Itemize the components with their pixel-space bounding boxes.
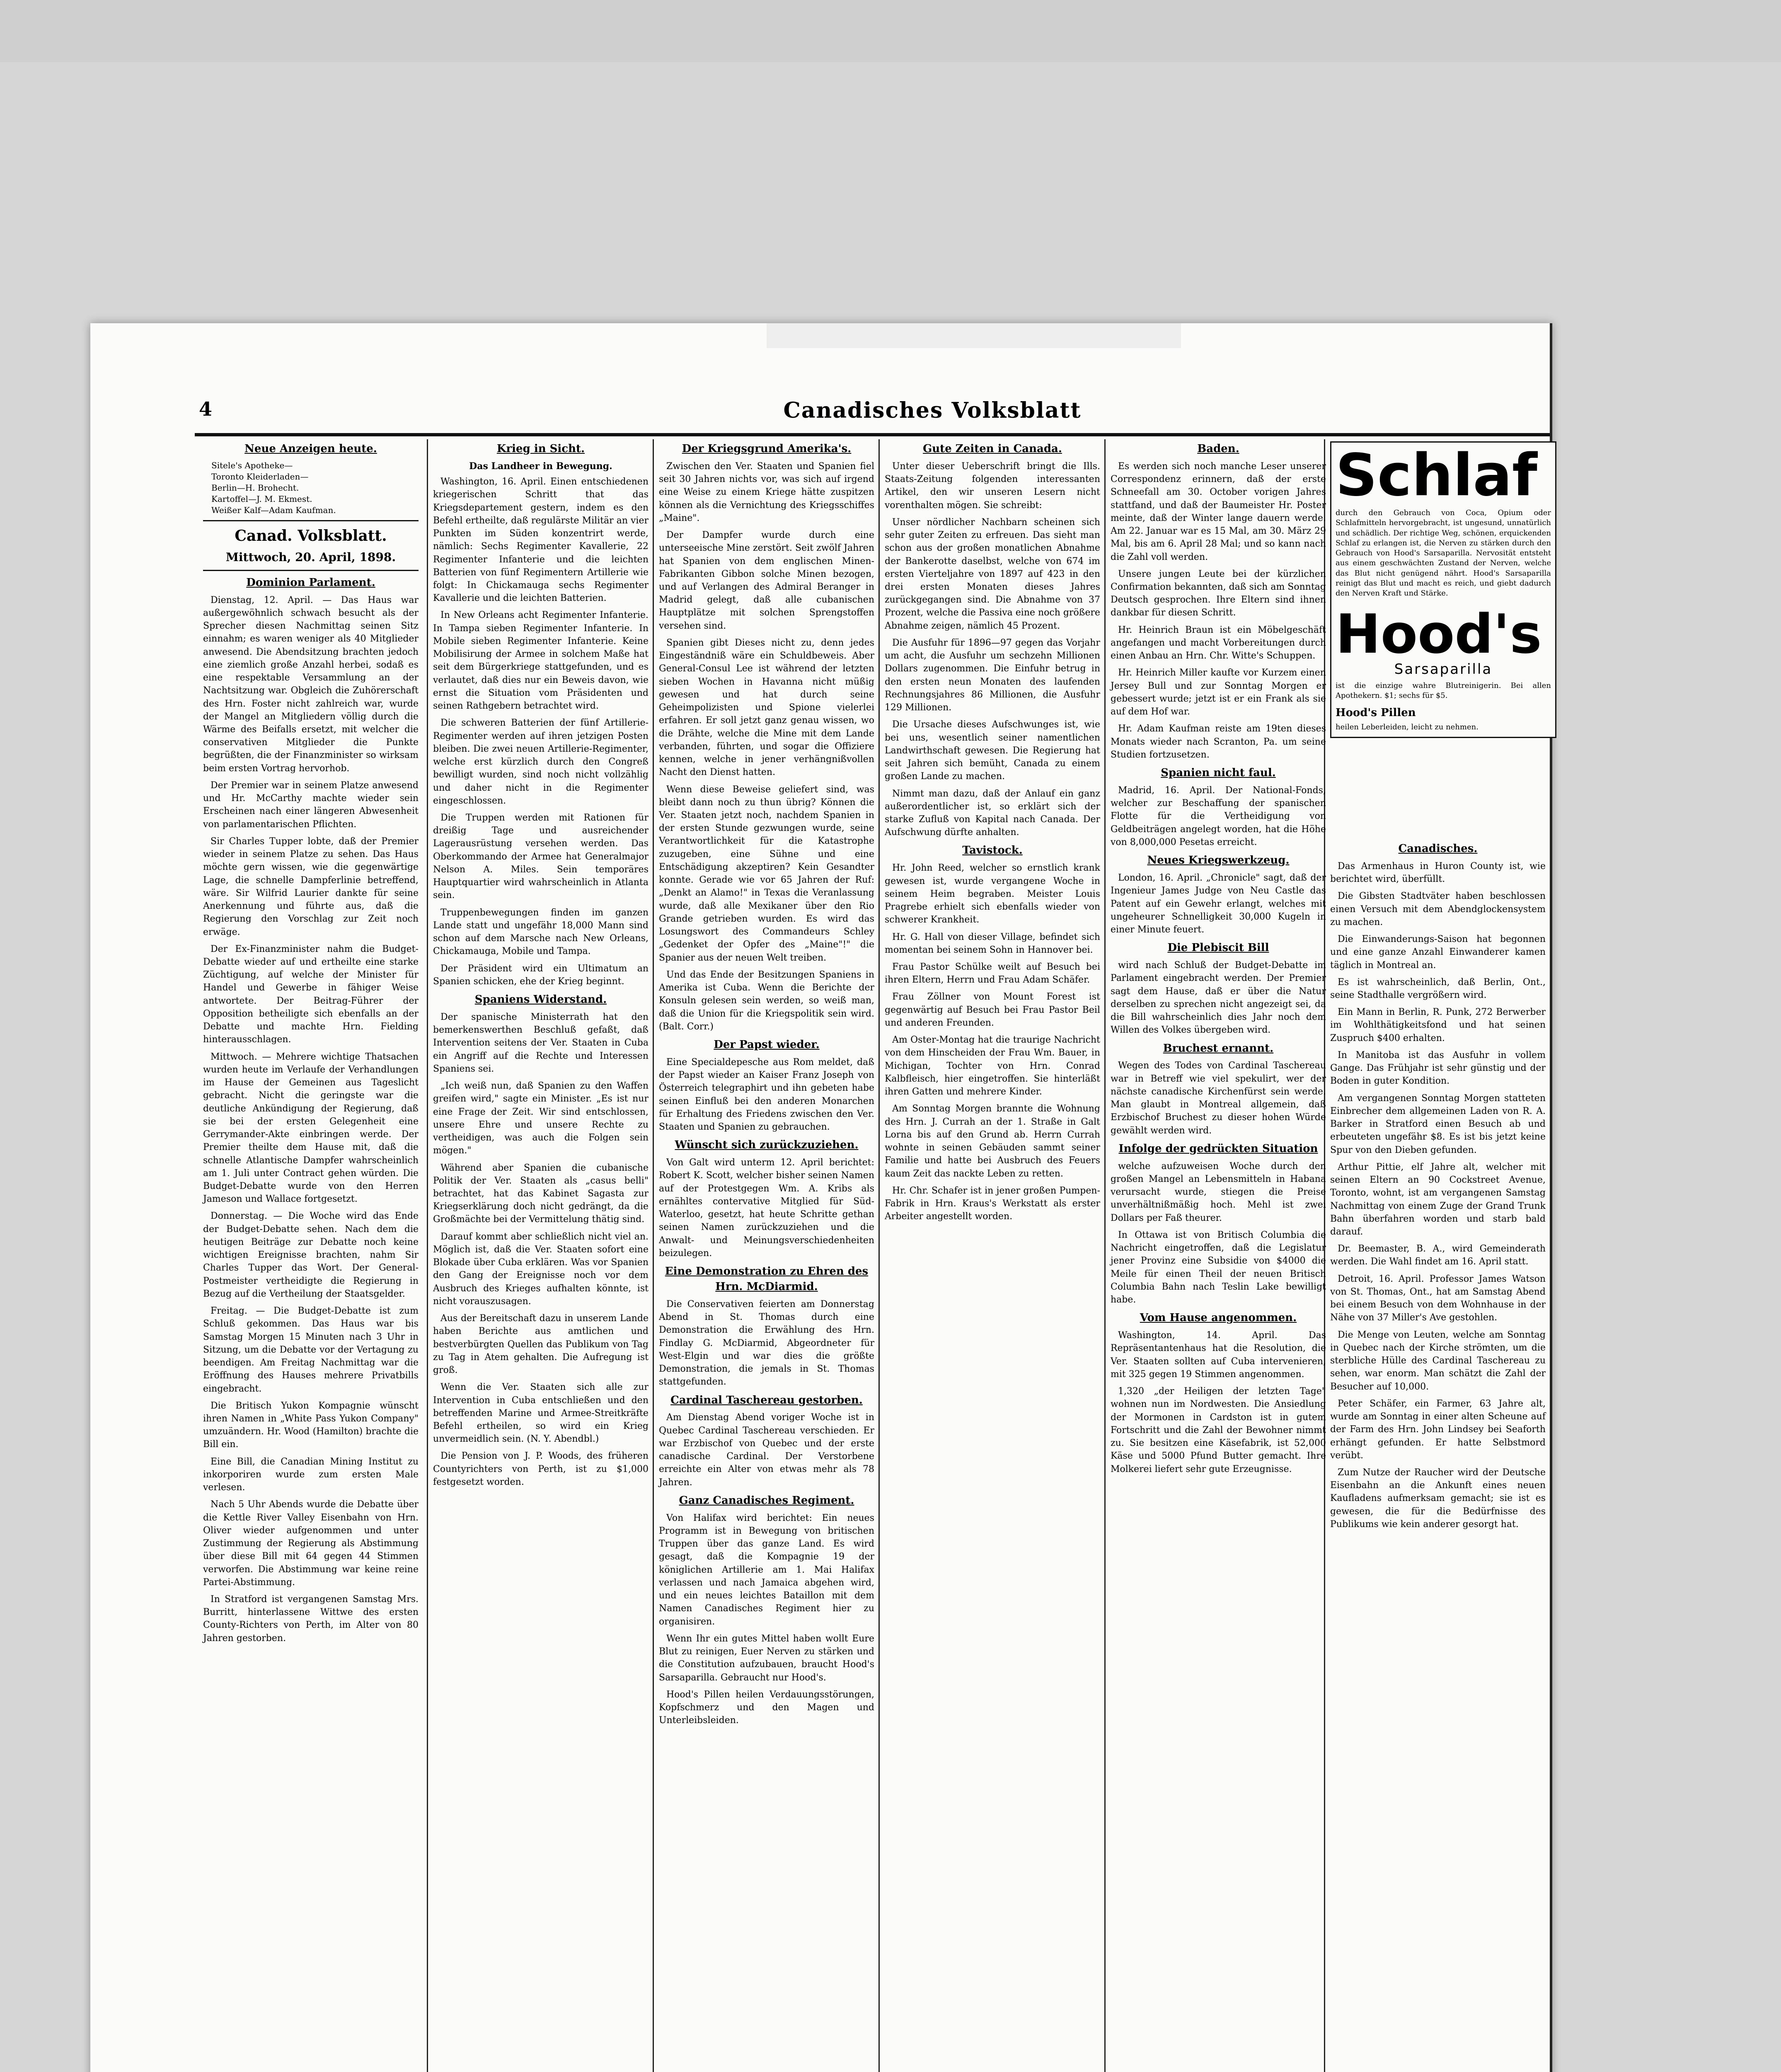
paragraph: Detroit, 16. April. Professor James Watson von St. Thomas, Ont., hat am Samstag Abend bei einem Besuch von dem Wohnhause in der Nähe von 37 Miller's Ave gestohlen. — [1330, 1273, 1546, 1323]
article-heading: Vom Hause angenommen. — [1140, 1312, 1297, 1324]
list-item: Kartoffel—J. M. Ekmest. — [211, 494, 312, 504]
paragraph: Und das Ende der Besitzungen Spaniens in Amerika ist Cuba. Wenn die Berichte der Konsuln gelesen sein werden, so weiß man, daß die Union für die Kriegspolitik sein wird. (Balt. Corr.) — [659, 969, 874, 1032]
paragraph: Wegen des Todes von Cardinal Taschereau war in Betreff wie viel spekulirt, wer der nächste canadische Kirchenfürst sein werde. Man glaubt in Montreal allgemein, daß Erzbischof Bruchest zu dieser hohen Würde gewählt werden wird. — [1111, 1060, 1326, 1136]
article-heading: Spanien nicht faul. — [1161, 767, 1276, 779]
article-heading: Krieg in Sicht. — [496, 443, 585, 455]
paragraph: Washington, 16. April. Einen entschiedenen kriegerischen Schritt that das Kriegsdepartement gestern, indem es den Befehl ertheilte, daß regulärste Militär an vier Punkten im Süden konzentrirt werde, nämlich: Sechs Regimenter Kavallerie, 22 Regimenter Infanterie und die leichten Batterien von fünf Regimentern Artillerie wie folgt: In Chickamauga sechs Regimenter Kavallerie und die leichten Batterien. — [433, 477, 649, 604]
paragraph: Es werden sich noch manche Leser unserer Correspondenz erinnern, daß der erste Schneefall am 30. October vorigen Jahres stattfand, und daß der Baumeister Hr. Poster meinte, daß der Winter lange dauern werde. Am 22. Januar war es 15 Mal, am 30. März 29 Mal, bis am 6. April 28 Mal; und so kann nach die Zahl voll werden. — [1111, 461, 1326, 562]
paper-name: Canad. Volksblatt. — [235, 527, 387, 545]
divider — [203, 570, 419, 571]
paragraph: Wenn die Ver. Staaten sich alle zur Intervention in Cuba entschließen und den betreffenden Marine und Armee-Streitkräfte Befehl ertheilen, so wird ein Krieg unvermeidlich sein. (N. Y. Abendbl.) — [433, 1382, 649, 1445]
paragraph: Wenn diese Beweise geliefert sind, was bleibt dann noch zu thun übrig? Können die Ver. Staaten jetzt noch, nachdem Spanien in der ersten Stunde gezwungen wurde, seine Verantwortlichkeit für die Katastrophe zuzugeben, eine Sühne und eine Entschädigung akzeptiren? Kein Gesandter konnte. Gerade wie vor 65 Jahren der Ruf: „Denkt an Alamo!" in Texas die Veranlassung wurde, daß alle Mexikaner über den Rio Grande getrieben wurden. Es wird das Losungswort des Commandeurs Schley „Gedenket der Opfer des „Maine"!" die Spanier aus der neuen Welt treiben. — [659, 784, 874, 963]
article-subheading: Das Landheer in Bewegung. — [469, 460, 612, 472]
paragraph: Die Gibsten Stadtväter haben beschlossen einen Versuch mit dem Abendglockensystem zu machen. — [1330, 891, 1546, 927]
paragraph: Die Ursache dieses Aufschwunges ist, wie bei uns, wesentlich seiner namentlichen Landwirthschaft gewesen. Die Regierung hat seit Jahren sich bemüht, Canada zu einem großen Lande zu machen. — [885, 719, 1100, 782]
article-heading: Infolge der gedrückten Situation — [1118, 1142, 1318, 1155]
article-heading: Gute Zeiten in Canada. — [923, 443, 1062, 455]
paragraph: 1,320 „der Heiligen der letzten Tage" wohnen nun im Nordwesten. Die Ansiedlung der Mormonen in Cardston ist in gutem Fortschritt und die Zahl der Bewohner nimmt zu. Sie besitzen eine Käsefabrik, ist 52,000 Käse und 5000 Pfund Butter gemacht. Ihre Molkerei liefert sehr gute Erzeugnisse. — [1111, 1386, 1326, 1474]
masthead-title: Canadisches Volksblatt — [783, 398, 1082, 423]
paragraph: Unter dieser Ueberschrift bringt die Ills. Staats-Zeitung folgenden interessanten Artikel, den wir unseren Lesern nicht vorenthalten mögen. Sie schreibt: — [885, 461, 1100, 511]
paragraph: Hr. Heinrich Braun ist ein Möbelgeschäft angefangen und macht Vorbereitungen durch einen Anbau an Hrn. Chr. Witte's Schuppen. — [1111, 625, 1326, 661]
paragraph: Nach 5 Uhr Abends wurde die Debatte über die Kettle River Valley Eisenbahn von Hrn. Oliver wieder aufgenommen und unter Zustimmung der Regierung als Abstimmung über diese Bill mit 64 gegen 44 Stimmen verworfen. Die Abstimmung war keine reine Partei-Abstimmung. — [203, 1499, 419, 1588]
ad-pills-title: Hood's Pillen — [1336, 707, 1416, 719]
paragraph: Der Dampfer wurde durch eine unterseeische Mine zerstört. Seit zwölf Jahren hat Spanien von dem englischen Minen-Fabrikanten Gibbon solche Minen bezogen, und auf Verlangen des Admiral Beranger in Madrid gelegt, daß alle cubanischen Hauptplätze mit solchen Sprengstoffen versehen sind. — [659, 530, 874, 631]
paragraph: Hr. Chr. Schafer ist in jener großen Pumpen-Fabrik in Hrn. Kraus's Werkstatt als erster Arbeiter angestellt worden. — [885, 1185, 1100, 1222]
ad-pills-text: heilen Leberleiden, leicht zu nehmen. — [1336, 723, 1479, 732]
article-heading: Der Papst wieder. — [714, 1038, 820, 1051]
paragraph: Unsere jungen Leute bei der kürzlichen Confirmation bekannten, daß sich am Sonntag Deutsch gesprochen. Ihre Eltern sind ihnen dankbar für diesen Schritt. — [1111, 569, 1326, 618]
paragraph: Dr. Beemaster, B. A., wird Gemeinderath werden. Die Wahl findet am 16. April statt. — [1330, 1244, 1546, 1267]
page-fold — [767, 323, 1181, 348]
paragraph: Die Einwanderungs-Saison hat begonnen und eine ganze Anzahl Einwanderer kamen täglich in Montreal an. — [1330, 934, 1546, 971]
column-2 — [433, 441, 649, 1493]
list-item: Berlin—H. Brohecht. — [211, 482, 299, 493]
article-heading: Spaniens Widerstand. — [474, 993, 607, 1006]
paragraph: Es ist wahrscheinlich, daß Berlin, Ont., seine Stadthalle vergrößern wird. — [1330, 977, 1546, 1001]
article-heading: Der Kriegsgrund Amerika's. — [682, 443, 852, 455]
divider — [203, 520, 419, 521]
paragraph: In New Orleans acht Regimenter Infanterie. In Tampa sieben Regimenter Infanterie. In Mobile sieben Regimenter Infanterie. Keine Mobilisirung der Armee in solchem Maße hat seit dem Bürgerkriege stattgefunden, und es verlautet, daß dies nur ein Beweis davon, wie ernst die Situation vom Präsidenten und seinen Rathgebern betrachtet wird. — [433, 610, 649, 712]
paragraph: Von Halifax wird berichtet: Ein neues Programm ist in Bewegung von britischen Truppen über das ganze Land. Es wird gesagt, daß die Kompagnie 19 der königlichen Artillerie am 1. Mai Halifax verlassen und nach Jamaica abgehen wird, und ein neues leichtes Bataillon mit dem Namen Canadisches Regiment hier zu organisiren. — [659, 1513, 874, 1627]
paragraph: Hood's Pillen heilen Verdauungsstörungen, Kopfschmerz und den Magen und Unterleibsleiden. — [659, 1689, 874, 1726]
header-rule — [195, 433, 1550, 436]
paragraph: Hr. Adam Kaufman reiste am 19ten dieses Monats wieder nach Scranton, Pa. um seine Studien fortzusetzen. — [1111, 724, 1326, 760]
article-heading: Neues Kriegswerkzeug. — [1147, 854, 1290, 867]
ad-hoods-text: ist die einzige wahre Blutreinigerin. Bei allen Apothekern. $1; sechs für $5. — [1336, 681, 1551, 700]
column-5 — [1111, 441, 1326, 1480]
hoods-advertisement — [1330, 441, 1556, 738]
paragraph: Die Ausfuhr für 1896—97 gegen das Vorjahr um acht, die Ausfuhr um sechzehn Millionen Dollars zugenommen. Die Einfuhr betrug in den ersten neun Monaten des laufenden Rechnungsjahres 86 Millionen, die Ausfuhr 129 Millionen. — [885, 637, 1100, 713]
article-heading: Canadisches. — [1398, 842, 1478, 855]
paragraph: Madrid, 16. April. Der National-Fonds, welcher zur Beschaffung der spanischen Flotte für die Vertheidigung von Geldbeiträgen angelegt worden, hat die Höhe von 8,000,000 Pesetas erreicht. — [1111, 785, 1326, 847]
paragraph: Die Menge von Leuten, welche am Sonntag in Quebec nach der Kirche strömten, um die sterbliche Hülle des Cardinal Taschereau zu sehen, war enorm. Man schätzt die Zahl der Besucher auf 10,000. — [1330, 1329, 1546, 1392]
paragraph: Hr. Heinrich Miller kaufte vor Kurzem einen Jersey Bull und zur Sonntag Morgen er gebessert wurde; jetzt ist er ein Frank als sie auf dem Hof war. — [1111, 668, 1326, 717]
paragraph: welche aufzuweisen Woche durch den großen Mangel an Lebensmitteln in Habana verursacht wurde, stiegen die Preise unverhältnißmäßig hoch. Mehl ist zwei Dollars per Faß theurer. — [1111, 1161, 1326, 1223]
paragraph: Die schweren Batterien der fünf Artillerie-Regimenter werden auf ihren jetzigen Posten bleiben. Die zwei neuen Artillerie-Regimenter, welche erst kürzlich durch den Congreß bewilligt wurden, sind noch nicht vollzählig und daher nicht in die Regimenter eingeschlossen. — [433, 718, 649, 806]
paragraph: In Stratford ist vergangenen Samstag Mrs. Burritt, hinterlassene Wittwe des ersten County-Richters von Perth, im Alter von 80 Jahren gestorben. — [203, 1594, 419, 1644]
paragraph: Am Oster-Montag hat die traurige Nachricht von dem Hinscheiden der Frau Wm. Bauer, in Michigan, Tochter von Hrn. Conrad Kalbfleisch, hier eingetroffen. Sie hinterläßt ihren Gatten und mehrere Kinder. — [885, 1035, 1100, 1097]
paragraph: In Manitoba ist das Ausfuhr in vollem Gange. Das Frühjahr ist sehr günstig und der Boden in guter Kondition. — [1330, 1050, 1546, 1087]
page-number: 4 — [199, 398, 213, 420]
ad-schlaf-title: Schlaf — [1336, 442, 1537, 509]
paragraph: Aus der Bereitschaft dazu in unserem Lande haben Berichte aus amtlichen und bestverbürgten Quellen das Publikum von Tag zu Tag in Atem gehalten. Die Aufregung ist groß. — [433, 1313, 649, 1376]
paragraph: Peter Schäfer, ein Farmer, 63 Jahre alt, wurde am Sonntag in einer alten Scheune auf der Farm des Hrn. John Lindsey bei Seaforth erhängt gefunden. Er hatte Selbstmord verübt. — [1330, 1398, 1546, 1461]
paragraph: Der Premier war in seinem Platze anwesend und Hr. McCarthy machte wieder sein Erscheinen nach einer längeren Abwesenheit von parlamentarischen Pflichten. — [203, 780, 419, 830]
paragraph: Während aber Spanien die cubanische Politik der Ver. Staaten als „casus belli" betrachtet, hat das Kabinet Sagasta zur Kriegserklärung doch nicht gedrängt, da die Großmächte bei der Vermittelung thätig sind. — [433, 1162, 649, 1225]
paragraph: Der spanische Ministerrath hat den bemerkenswerthen Beschluß gefaßt, daß Intervention seitens der Ver. Staaten in Cuba ein Angriff auf die Rechte und Interessen Spaniens sei. — [433, 1012, 649, 1074]
paragraph: Sir Charles Tupper lobte, daß der Premier wieder in seinem Platze zu sehen. Das Haus möchte gern wissen, wie die gegenwärtige Lage, die schnelle Dampferlinie betreffend, wäre. Sir Wilfrid Laurier dankte für seine Anerkennung und führte aus, daß die Regierung den Vorschlag zur Zeit noch erwäge. — [203, 836, 419, 937]
column-6 — [1330, 841, 1546, 1535]
ad-hoods-title: Hood's — [1336, 602, 1542, 666]
paragraph: „Ich weiß nun, daß Spanien zu den Waffen greifen wird," sagte ein Minister. „Es ist nur eine Frage der Zeit. Wir sind entschlossen, unsere Ehre und unsere Rechte zu vertheidigen, was auch die Folgen sein mögen." — [433, 1081, 649, 1156]
paragraph: Die Conservativen feierten am Donnerstag Abend in St. Thomas durch eine Demonstration die Erwählung des Hrn. Findlay G. McDiarmid, Abgeordneter für West-Elgin und war dies die größte Demonstration, die jemals in St. Thomas stattgefunden. — [659, 1299, 874, 1387]
paragraph: Washington, 14. April. Das Repräsentantenhaus hat die Resolution, die Ver. Staaten sollten auf Cuba intervenieren, mit 325 gegen 19 Stimmen angenommen. — [1111, 1330, 1326, 1380]
paragraph: Hr. G. Hall von dieser Village, befindet sich momentan bei seinem Sohn in Hannover bei. — [885, 932, 1100, 955]
paragraph: Donnerstag. — Die Woche wird das Ende der Budget-Debatte sehen. Nach dem die heutigen Beiträge zur Debatte noch keine wichtigen Ereignisse brachten, nahm Sir Charles Tupper das Wort. Der General-Postmeister vertheidigte die Regierung in Bezug auf die Vertheilung der Staatsgelder. — [203, 1211, 419, 1299]
article-heading: Die Plebiscit Bill — [1167, 942, 1269, 954]
paragraph: Zwischen den Ver. Staaten und Spanien fiel seit 30 Jahren nichts vor, was sich auf irgend eine Weise zu einem Kriege hätte zuspitzen können als die Vernichtung des Kriegsschiffes „Maine". — [659, 461, 874, 523]
paragraph: Zum Nutze der Raucher wird der Deutsche Eisenbahn an die Ankunft eines neuen Kaufladens aufmerksam gemacht; sie ist es gewesen, die für die Bedürfnisse des Publikums wie kein anderer gesorgt hat. — [1330, 1467, 1546, 1530]
issue-date: Mittwoch, 20. April, 1898. — [225, 550, 396, 564]
paragraph: Eine Specialdepesche aus Rom meldet, daß der Papst wieder an Kaiser Franz Joseph von Österreich telegraphirt und ihn gebeten habe seinen Einfluß bei den anderen Monarchen für Erhaltung des Friedens zwischen den Ver. Staaten und Spanien zu gebrauchen. — [659, 1057, 874, 1133]
column-1 — [203, 441, 419, 1649]
column-rule — [653, 439, 654, 2072]
ads-list — [211, 460, 419, 516]
list-item: Weißer Kalf—Adam Kaufman. — [211, 505, 336, 515]
paragraph: In Ottawa ist von Britisch Columbia die Nachricht eingetroffen, daß die Legislatur jener Provinz eine Subsidie von $4000 die Meile für einen Theil der neuen Britisch Columbia Bahn nach Teslin Lake bewilligt habe. — [1111, 1230, 1326, 1305]
column-4 — [885, 441, 1100, 1227]
paragraph: Darauf kommt aber schließlich nicht viel an. Möglich ist, daß die Ver. Staaten sofort eine Blokade über Cuba erklären. Was vor Spanien den Gang der Ereignisse noch vor dem Ausbruch des Krieges aufhalten könnte, ist nicht vorauszusagen. — [433, 1231, 649, 1307]
paragraph: Am vergangenen Sonntag Morgen statteten Einbrecher dem allgemeinen Laden von R. A. Barker in Stratford einen Besuch ab und erbeuteten ungefähr $8. Es ist bis jetzt keine Spur von den Dieben gefunden. — [1330, 1093, 1546, 1155]
ads-heading: Neue Anzeigen heute. — [244, 443, 377, 455]
paragraph: Das Armenhaus in Huron County ist, wie berichtet wird, überfüllt. — [1330, 861, 1546, 885]
list-item: Toronto Kleiderladen— — [211, 471, 309, 482]
paragraph: London, 16. April. „Chronicle" sagt, daß der Ingenieur James Judge von Neu Castle das Patent auf ein Gewehr erlangt, welches mit ungeheurer Schnelligkeit 30,000 Kugeln in einer Minute feuert. — [1111, 873, 1326, 935]
paragraph: Nimmt man dazu, daß der Anlauf ein ganz außerordentlicher ist, so erklärt sich der starke Zufluß von Kapital nach Canada. Der Aufschwung dürfte anhalten. — [885, 788, 1100, 838]
paragraph: Unser nördlicher Nachbarn scheinen sich sehr guter Zeiten zu erfreuen. Das sieht man schon aus der großen monatlichen Abnahme der Bankerotte daselbst, welche von 674 im ersten Vierteljahre von 1897 auf 423 in den drei ersten Monaten dieses Jahres zurückgegangen sind. Die Abnahme von 37 Prozent, welche die Passiva eine noch größere Abnahme zeigen, nämlich 45 Prozent. — [885, 517, 1101, 631]
paragraph: Am Dienstag Abend voriger Woche ist in Quebec Cardinal Taschereau verschieden. Er war Erzbischof von Quebec und der erste canadische Cardinal. Der Verstorbene erreichte ein Alter von etwas mehr als 78 Jahren. — [659, 1412, 874, 1488]
paragraph: Hr. John Reed, welcher so ernstlich krank gewesen ist, wurde vergangene Woche in seinem Heim begraben. Meister Louis Pragrebe erhielt sich ebenfalls wieder von schwerer Krankheit. — [885, 863, 1100, 925]
paragraph: Die Britisch Yukon Kompagnie wünscht ihren Namen in „White Pass Yukon Company" umzuändern. Hr. Wood (Hamilton) brachte die Bill ein. — [203, 1400, 419, 1450]
paragraph: Der Präsident wird ein Ultimatum an Spanien schicken, ehe der Krieg beginnt. — [433, 963, 649, 987]
paragraph: Frau Zöllner von Mount Forest ist gegenwärtig auf Besuch bei Frau Pastor Beil und anderen Freunden. — [885, 992, 1100, 1028]
article-heading: Bruchest ernannt. — [1163, 1042, 1274, 1055]
ad-hoods-subtitle: Sarsaparilla — [1394, 661, 1493, 678]
column-3 — [659, 441, 874, 1731]
paragraph: Mittwoch. — Mehrere wichtige Thatsachen wurden heute im Verlaufe der Verhandlungen im Hause der Gemeinen aus Tageslicht gebracht. Nicht die geringste war die deutliche Ankündigung der Regierung, daß sie bei der ersten Gelegenheit eine Gerrymander-Akte einbringen werde. Der Premier theilte dem Hause mit, daß die schnelle Atlantische Dampfer wahrscheinlich am 1. Juli unter Contract gehen würden. Die Budget-Debatte wurde von den Herren Jameson und Wallace fortgesetzt. — [203, 1051, 419, 1205]
paragraph: Dienstag, 12. April. — Das Haus war außergewöhnlich schwach besucht als der Sprecher diesen Nachmittag seinen Sitz einnahm; es waren weniger als 40 Mitglieder anwesend. Die Abendsitzung brachten jedoch eine ziemlich große Anzahl herbei, sodaß es eine respektable Versammlung an der Nachtsitzung war. Obgleich die Zuhörerschaft des Hrn. Foster nicht zahlreich war, wurde der Mangel an Mitgliedern völlig durch die Wärme des Beifalls ersetzt, mit welcher die conservativen Mitglieder die Punkte begrüßten, die der Finanzminister so wirksam beim ersten Vortrag hervorhob. — [203, 595, 419, 774]
list-item: Sitele's Apotheke— — [211, 460, 293, 470]
article-heading: Dominion Parlament. — [246, 576, 375, 589]
column-rule — [427, 439, 428, 2072]
paragraph: Der Ex-Finanzminister nahm die Budget-Debatte wieder auf und ertheilte eine starke Züchtigung, auf welche der Minister für Handel und Gewerbe in fähiger Weise antwortete. Der Beitrag-Führer der Opposition betheiligte sich ebenfalls an der Debatte und machte Hrn. Fielding hinterausschlagen. — [203, 944, 419, 1045]
paragraph: Die Truppen werden mit Rationen für dreißig Tage und ausreichender Lagerausrüstung versehen werden. Das Oberkommando der Armee hat Generalmajor Nelson A. Miles. Sein temporäres Hauptquartier wird wahrscheinlich in Atlanta sein. — [433, 813, 649, 901]
column-rule — [878, 439, 880, 2072]
paragraph: Eine Bill, die Canadian Mining Institut zu inkorporiren wurde zum ersten Male verlesen. — [203, 1456, 419, 1493]
paragraph: Ein Mann in Berlin, R. Punk, 272 Berwerber im Wohlthätigkeitsfond und hat seinen Zuspruch $400 erhalten. — [1330, 1007, 1546, 1043]
paragraph: wird nach Schluß der Budget-Debatte im Parlament eingebracht werden. Der Premier sagt dem Hause, daß er über die Natur derselben zu sprechen nicht angezeigt sei, da die Bill wahrscheinlich dies Jahr noch dem Willen des Volkes übergeben wird. — [1111, 960, 1326, 1036]
paragraph: Arthur Pittie, elf Jahre alt, welcher mit seinen Eltern an 90 Cockstreet Avenue, Toronto, wohnt, ist am vergangenen Samstag Nachmittag von einem Zuge der Grand Trunk Bahn überfahren worden und starb bald darauf. — [1330, 1162, 1546, 1237]
paragraph: Spanien gibt Dieses nicht zu, denn jedes Eingeständniß wäre ein Schuldbeweis. Aber General-Consul Lee ist während der letzten sieben Wochen in Havanna nicht müßig gewesen und hat durch seine Geheimpolizisten und Spione vielerlei erfahren. Er soll jetzt ganz genau wissen, wo die Drähte, welche die Mine mit dem Lande verbanden, führten, und sogar die Offiziere kennen, welche in jener verhängnißvollen Nacht den Dienst hatten. — [659, 637, 874, 778]
column-rule — [1104, 439, 1106, 2072]
paragraph: Von Galt wird unterm 12. April berichtet: Robert K. Scott, welcher bisher seinen Namen auf der Protestgegen Wm. A. Kribs als ernähltes contervative Mitglied für Süd-Waterloo, gesetzt, hat heute Schritte gethan seinen Namen zurückzuziehen und die Anwalt- und Meinungsverschiedenheiten beizulegen. — [659, 1157, 874, 1259]
article-heading: Eine Demonstration zu Ehren des Hrn. McDiarmid. — [665, 1265, 869, 1293]
paragraph: Die Pension von J. P. Woods, des früheren Countyrichters von Perth, ist zu $1,000 festgesetzt worden. — [433, 1451, 649, 1487]
article-heading: Cardinal Taschereau gestorben. — [670, 1394, 863, 1406]
paragraph: Frau Pastor Schülke weilt auf Besuch bei ihren Eltern, Herrn und Frau Adam Schäfer. — [885, 962, 1100, 985]
film-border-top — [0, 0, 1781, 62]
paragraph: Truppenbewegungen finden im ganzen Lande statt und ungefähr 18,000 Mann sind schon auf dem Marsche nach New Orleans, Chickamauga, Mobile und Tampa. — [433, 907, 649, 957]
article-heading: Baden. — [1197, 443, 1239, 455]
article-heading: Ganz Canadisches Regiment. — [679, 1494, 854, 1507]
article-heading: Wünscht sich zurückzuziehen. — [675, 1139, 859, 1152]
paragraph: Wenn Ihr ein gutes Mittel haben wollt Eure Blut zu reinigen, Euer Nerven zu stärken und die Constitution aufzubauen, braucht Hood's Sarsaparilla. Gebraucht nur Hood's. — [659, 1633, 874, 1683]
paragraph: Freitag. — Die Budget-Debatte ist zum Schluß gekommen. Das Haus war bis Samstag Morgen 15 Minuten nach 3 Uhr in Sitzung, um die Debatte vor der Vertagung zu beendigen. Am Freitag Nachmittag war die Eröffnung des Hauses mehrere Privatbills eingebracht. — [203, 1306, 419, 1394]
ad-schlaf-text: durch den Gebrauch von Coca, Opium oder Schlafmitteln hervorgebracht, ist ungesund, unnatürlich und schädlich. Der richtige Weg, schönen, erquickenden Schlaf zu erlangen ist, die Nerven zu stärken durch den Gebrauch von Hood's Sarsaparilla. Nervosität entsteht aus einem geschwächten Zustand der Nerven, welche das Blut nicht genügend nährt. Hood's Sarsaparilla reinigt das Blut und macht es reich, und giebt dadurch den Nerven Kraft und Stärke. — [1336, 508, 1551, 598]
article-heading: Tavistock. — [962, 844, 1023, 857]
paragraph: Am Sonntag Morgen brannte die Wohnung des Hrn. J. Currah an der 1. Straße in Galt Lorna bis auf den Grund ab. Herrn Currah wohnte in seinen Gebäuden sammt seiner Familie und hatte bei Ausbruch des Feuers kaum Zeit das nackte Leben zu retten. — [885, 1104, 1100, 1179]
